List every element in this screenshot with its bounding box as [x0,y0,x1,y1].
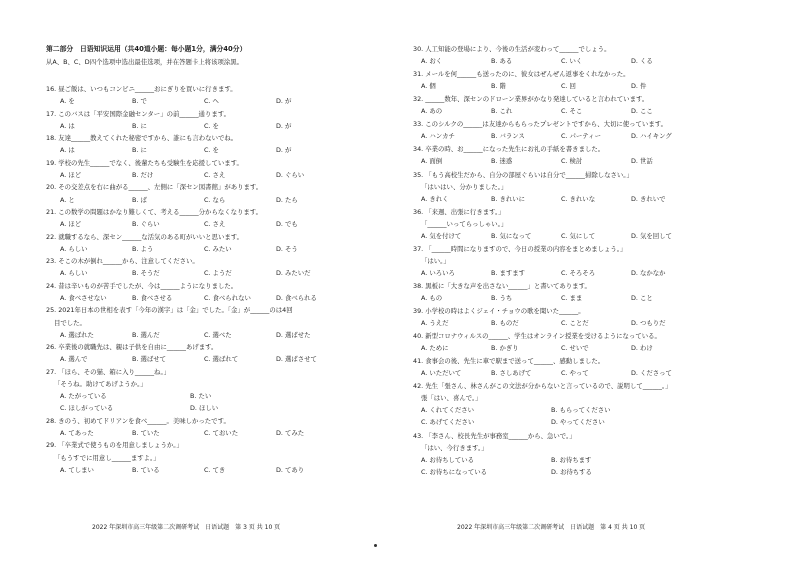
option-b: B. 食べさせる [132,294,173,302]
option-b: B. お待ちます [551,455,592,464]
option-d: D. みたいだ [276,269,311,278]
option-d: D. やってください [551,418,605,427]
option-b: B. よう [132,244,154,253]
option-c: C. なら [204,195,226,204]
option-c: C. 選べた [204,330,232,339]
question-stem: 30. 人工知能の登場により、今後の生活が変わって______でしょう。 [413,45,611,53]
question-stem-continued: 「はいはい、分かりました。」 [421,182,508,191]
option-a: A. お待ちしている [421,455,475,464]
option-b: B. に [132,146,147,155]
option-a: A. ほど [60,171,82,179]
option-d: D. くださって [631,369,672,378]
scan-dot [374,544,377,547]
option-c: C. を [204,121,219,130]
question-stem: 32. ______数年、深センのドローン業界がかなり発達していると言われています。 [413,95,649,104]
option-d: D. わけ [631,344,653,352]
option-b: B. これ [491,107,513,116]
option-c: C. お待ちになっている [421,467,488,476]
option-c: C. きれいな [561,194,596,203]
option-a: A. 選んで [60,355,88,364]
option-c: C. さえ [204,171,226,179]
option-c: C. せいで [561,344,589,352]
option-b: B. 気になって [491,231,532,240]
option-a: A. と [60,195,75,204]
option-d: D. が [276,146,292,155]
option-b: B. ものだ [491,318,519,327]
option-a: A. てあった [60,429,94,437]
option-b: B. さしあげて [491,369,532,378]
option-a: A. おく [421,57,443,65]
question-stem-continued: 張「はい、喜んで。」 [421,394,482,403]
option-d: D. 件 [631,82,647,91]
question-stem: 43. 「李さん、校長先生が事務室______から、急いで。」 [413,431,576,440]
option-b: B. で [132,97,147,106]
option-d: D. たら [276,195,298,204]
option-d: D. 選ばさせて [276,355,317,364]
option-b: B. きれいに [491,194,526,203]
option-d: D. が [276,121,292,130]
option-b: B. ていた [132,429,160,437]
right-page [397,0,794,561]
option-b: B. 選んだ [132,330,160,339]
option-c: C. てき [204,465,226,474]
option-c: C. パーティー [561,132,601,141]
question-stem: 34. 卒業の時、お______になった先生にお礼の手紙を書きました。 [413,145,605,154]
question-stem: 20. その交差点を右に曲がる______、左側に「深セン図書館」があります。 [46,183,263,192]
option-b: B. 階 [491,82,506,91]
option-c: C. あげてください [421,418,475,427]
question-stem: 23. そこの木が倒れ______から、注意してください。 [46,257,199,266]
question-stem: 22. 就職するなら、深セン______な活気のある町がいいと思います。 [46,232,244,241]
option-a: A. は [60,146,75,155]
option-d: D. きれいで [631,194,666,203]
option-c: C. いく [561,57,583,65]
question-stem: 16. 昼ご飯は、いつもコンビニ______おにぎりを買いに行きます。 [46,85,237,93]
option-c: C. へ [204,97,219,106]
option-d: D. てあり [276,465,305,474]
option-a: A. らしい [60,244,88,253]
option-a: A. は [60,121,75,130]
option-a: A. 選ばれた [60,330,94,339]
option-a: A. ハンカチ [421,132,455,141]
option-b: B. ば [132,195,147,204]
option-c: C. やって [561,369,589,378]
option-a: A. 個 [421,82,436,91]
question-stem: 39. 小学校の時はよくジェイ・チョウの歌を聞いた______。 [413,306,585,315]
option-d: D. 選ばせた [276,330,311,339]
question-stem-continued: 「もうすでに用意し______ますよ。」 [54,453,160,462]
option-d: D. なかなか [631,268,666,277]
question-stem: 25. 2021年日本の世相を表す「今年の漢字」は「金」でした。「金」が______のは4回 [46,306,293,315]
option-c: C. ておいた [204,429,239,437]
option-d: D. ぐらい [276,171,305,179]
option-c: C. ようだ [204,269,232,278]
question-stem: 37. 「______時間になりますので、今日の授業の内容をまとめましょう。」 [413,244,627,253]
option-d: D. くる [631,57,653,65]
option-a: A. たがっている [60,392,107,401]
option-b: B. バランス [491,132,525,141]
option-a: A. ために [421,344,449,352]
section-title: 第二部分 日语知识运用（共40道小题：每小题1分，满分40分） [46,45,247,53]
option-c: C. ほしがっている [60,404,114,413]
option-c: C. みたい [204,244,232,253]
option-a: A. らしい [60,269,88,278]
question-stem-continued: 「そうね。助けてあげようか。」 [54,380,147,388]
question-stem-continued: 目でした。 [54,318,86,327]
option-c: C. 気にして [561,231,596,240]
option-b: B. だけ [132,171,154,179]
option-b: B. ぐらい [132,220,160,229]
option-c: C. さえ [204,220,226,229]
option-d: D. そう [276,244,298,253]
option-d: D. お待ちする [551,467,592,476]
question-stem: 35. 「もう高校生だから、自分の部屋ぐらいは自分で______掃除しなさい。」 [413,170,633,179]
option-d: D. 世話 [631,157,653,166]
question-stem: 26. 卒業後の就職先は、親は子供を自由に______あげます。 [46,343,218,352]
question-stem-continued: 「はい。」 [421,256,450,265]
option-a: A. 食べさせない [60,294,107,302]
option-d: D. てみた [276,429,305,437]
question-stem-continued: 「______いってらっしゃい。」 [421,219,508,228]
option-c: C. 検討 [561,157,583,166]
option-b: B. ある [491,57,513,65]
option-a: A. 気を付けて [421,231,462,240]
option-b: B. そうだ [132,269,160,278]
option-a: A. うえだ [421,318,449,327]
option-a: A. いただいて [421,369,462,378]
question-stem-continued: 「はい、今行きます。」 [421,443,488,452]
option-b: B. うち [491,293,513,302]
option-b: B. に [132,121,147,130]
option-d: D. ほしい [190,404,219,413]
option-a: A. ほど [60,220,82,229]
option-c: C. を [204,146,219,155]
question-stem: 41. 食事会の後、先生に車で駅まで送って______、感動しました。 [413,357,605,366]
option-a: A. 面倒 [421,157,443,166]
question-stem: 17. このバスは「平安国際金融センター」の前______通ります。 [46,109,230,118]
option-d: D. でも [276,220,298,229]
option-a: A. あの [421,107,443,116]
option-c: C. そこ [561,107,583,116]
option-c: C. 選ばれて [204,355,239,364]
option-b: B. 迷惑 [491,157,513,166]
option-c: C. そろそろ [561,268,596,277]
question-stem: 27. 「ほら、その猫、箱に入り______ね。」 [46,367,171,376]
question-stem: 28. きのう、初めてドリアンを食べ______。美味しかったです。 [46,416,230,425]
page-footer-left: 2022 年深圳市高三年级第二次调研考试 日语试题 第 3 页 共 10 页 [92,524,281,531]
option-d: D. つもりだ [631,318,666,327]
question-stem: 31. メールを何______も送ったのに、彼女はぜんぜん返事をくれなかった。 [413,70,630,79]
option-d: D. 気を回して [631,231,672,240]
question-stem: 38. 黒板に「大きな声を出さない______」と書いてあります。 [413,281,591,290]
option-d: D. が [276,97,292,106]
option-c: C. ことだ [561,318,589,327]
option-b: B. かぎり [491,344,519,352]
option-c: C. 食べられない [204,294,251,302]
instruction: 从A、B、C、D四个选项中选出最佳选项，并在答题卡上将该项涂黑。 [46,58,244,66]
option-a: A. てしまい [60,465,94,474]
question-stem: 18. 友達______教えてくれた秘密ですから、誰にも言わないでね。 [46,134,238,143]
question-stem: 42. 先生「張さん、林さんがこの文法が分からないと言っているので、説明して______。」 [413,382,672,391]
page-footer-right: 2022 年深圳市高三年级第二次调研考试 日语试题 第 4 页 共 10 页 [457,524,646,531]
option-b: B. 選ばせて [132,355,167,364]
option-a: A. きれく [421,194,449,203]
option-b: B. ている [132,465,160,474]
question-stem: 24. 昔は辛いものが苦手でしたが、今は______ようになりました。 [46,281,238,290]
question-stem: 19. 学校の先生______でなく、後輩たちも受験生を応援しています。 [46,158,243,167]
question-stem: 33. このシルクの______は友達からもらったプレゼントですから、大切に使っています。 [413,120,667,129]
option-c: C. まま [561,293,583,302]
question-stem: 36. 「来週、出張に行きます。」 [413,207,505,216]
option-b: B. ますます [491,268,526,277]
option-a: A. くれてください [421,406,475,415]
option-d: D. ここ [631,107,653,116]
option-d: D. こと [631,293,653,302]
question-stem: 29. 「卒業式で使うものを用意しましょうか。」 [46,441,183,450]
option-a: A. いろいろ [421,268,455,277]
option-b: B. たい [190,392,212,401]
option-c: C. 回 [561,82,576,91]
option-d: D. 食べられる [276,294,317,302]
option-b: B. もらってください [551,406,611,415]
question-stem: 40. 新型コロナウィルスの______、学生はオンライン授業を受けるようになっている。 [413,332,661,340]
question-stem: 21. この数学の問題はかなり難しくて、考える______分からなくなります。 [46,208,263,216]
option-a: A. を [60,97,75,106]
option-d: D. ハイキング [631,132,672,141]
option-a: A. もの [421,293,443,302]
